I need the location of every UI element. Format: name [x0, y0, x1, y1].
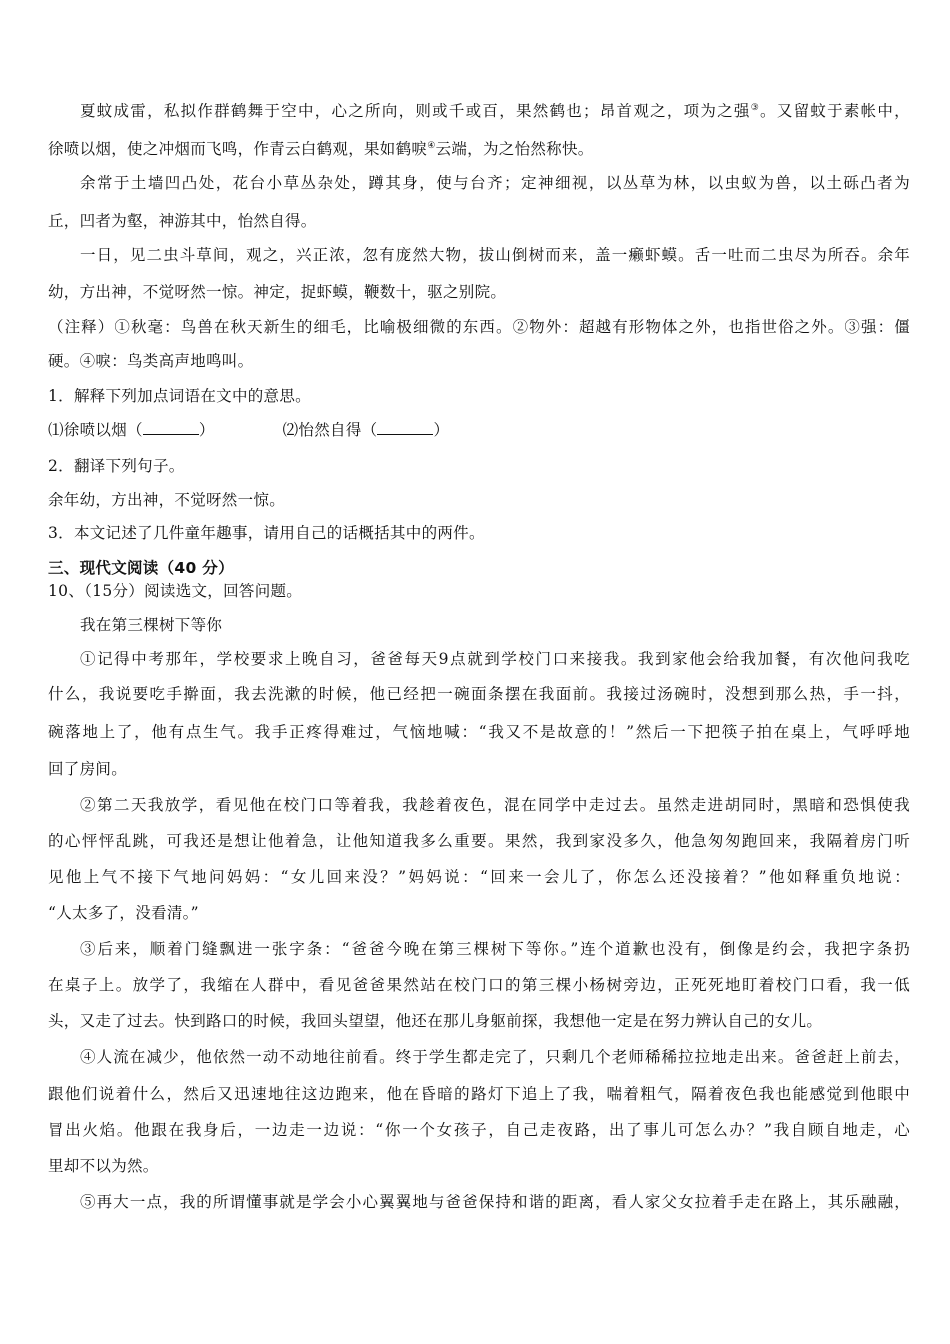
article-line: 跟他们说着什么，然后又迅速地往这边跑来，他在昏暗的路灯下追上了我，喘着粗气，隔着夜色我也能感觉到他眼中 — [48, 1085, 910, 1103]
question-10: 10、（15分）阅读选文，回答问题。 — [48, 582, 303, 600]
article-line: ②第二天我放学，看见他在校门口等着我，我趁着夜色，混在同学中走过去。虽然走进胡同时，黑暗和恐惧使我 — [80, 796, 910, 814]
passage-line: 丘，凹者为壑，神游其中，怡然自得。 — [48, 212, 317, 230]
question-2-sentence: 余年幼，方出神，不觉呀然一惊。 — [48, 491, 286, 509]
article-line: ⑤再大一点，我的所谓懂事就是学会小心翼翼地与爸爸保持和谐的距离，看人家父女拉着手走在路上，其乐融融， — [80, 1193, 910, 1211]
question-1-items: ⑴徐喷以烟（ ） ⑵怡然自得（ ） — [48, 421, 450, 439]
answer-blank[interactable] — [143, 420, 199, 435]
article-line: 头，又走了过去。快到路口的时候，我回头望望，他还在那儿身躯前探，我想他一定是在努力辨认自己的女儿。 — [48, 1012, 823, 1030]
article-title: 我在第三棵树下等你 — [80, 616, 223, 634]
question-3: 3．本文记述了几件童年趣事，请用自己的话概括其中的两件。 — [48, 524, 485, 542]
article-line: 回了房间。 — [48, 760, 128, 778]
annotation-line: （注释）①秋毫：鸟兽在秋天新生的细毛，比喻极细微的东西。②物外：超越有形物体之外，也指世俗之外。③强：僵 — [48, 318, 910, 336]
answer-blank[interactable] — [377, 420, 433, 435]
section-heading: 三、现代文阅读（40 分） — [48, 559, 234, 577]
passage-line: 余常于土墙凹凸处，花台小草丛杂处，蹲其身，使与台齐；定神细视，以丛草为林，以虫蚁为兽，以土砾凸者为 — [80, 174, 910, 192]
article-line: 见他上气不接下气地问妈妈：“女儿回来没？”妈妈说：“回来一会儿了，你怎么还没接着？”他如释重负地说： — [48, 868, 910, 886]
article-line: 什么，我说要吃手擀面，我去洗漱的时候，他已经把一碗面条摆在我面前。我接过汤碗时，没想到那么热，手一抖， — [48, 685, 910, 703]
passage-line: 一日，见二虫斗草间，观之，兴正浓，忽有庞然大物，拔山倒树而来，盖一癞虾蟆。舌一吐而二虫尽为所吞。余年 — [80, 246, 910, 264]
article-line: ④人流在减少，他依然一动不动地往前看。终于学生都走完了，只剩几个老师稀稀拉拉地走出来。爸爸赶上前去， — [80, 1048, 910, 1066]
question-2: 2．翻译下列句子。 — [48, 457, 185, 475]
article-line: 碗落地上了，他有点生气。我手正疼得难过，气恼地喊：“我又不是故意的！”然后一下把筷子拍在桌上，气呼呼地 — [48, 723, 910, 741]
article-line: 在桌子上。放学了，我缩在人群中，看见爸爸果然站在校门口的第三棵小杨树旁边，正死死地盯着校门口看，我一低 — [48, 976, 910, 994]
article-line: 里却不以为然。 — [48, 1157, 159, 1175]
passage-line: 幼，方出神，不觉呀然一惊。神定，捉虾蟆，鞭数十，驱之别院。 — [48, 283, 507, 301]
annotation-line: 硬。④唳：鸟类高声地鸣叫。 — [48, 352, 254, 370]
article-line: 冒出火焰。他跟在我身后，一边走一边说：“你一个女孩子，自己走夜路，出了事儿可怎么办？”我自顾自地走，心 — [48, 1121, 910, 1139]
article-line: ①记得中考那年，学校要求上晚自习，爸爸每天9点就到学校门口来接我。我到家他会给我加餐，有次他问我吃 — [80, 650, 910, 668]
passage-line: 夏蚊成雷，私拟作群鹤舞于空中，心之所向，则或千或百，果然鹤也；昂首观之，项为之强③。又留蚊于素帐中， — [80, 102, 910, 120]
article-line: “人太多了，没看清。” — [48, 904, 199, 922]
article-line: ③后来，顺着门缝飘进一张字条：“爸爸今晚在第三棵树下等你。”连个道歉也没有，倒像是约会，我把字条扔 — [80, 940, 910, 958]
question-1: 1．解释下列加点词语在文中的意思。 — [48, 387, 311, 405]
article-line: 的心怦怦乱跳，可我还是想让他着急，让他知道我多么重要。果然，我到家没多久，他急匆匆跑回来，我隔着房门听 — [48, 832, 910, 850]
passage-line: 徐喷以烟，使之冲烟而飞鸣，作青云白鹤观，果如鹤唳④云端，为之怡然称快。 — [48, 140, 594, 158]
